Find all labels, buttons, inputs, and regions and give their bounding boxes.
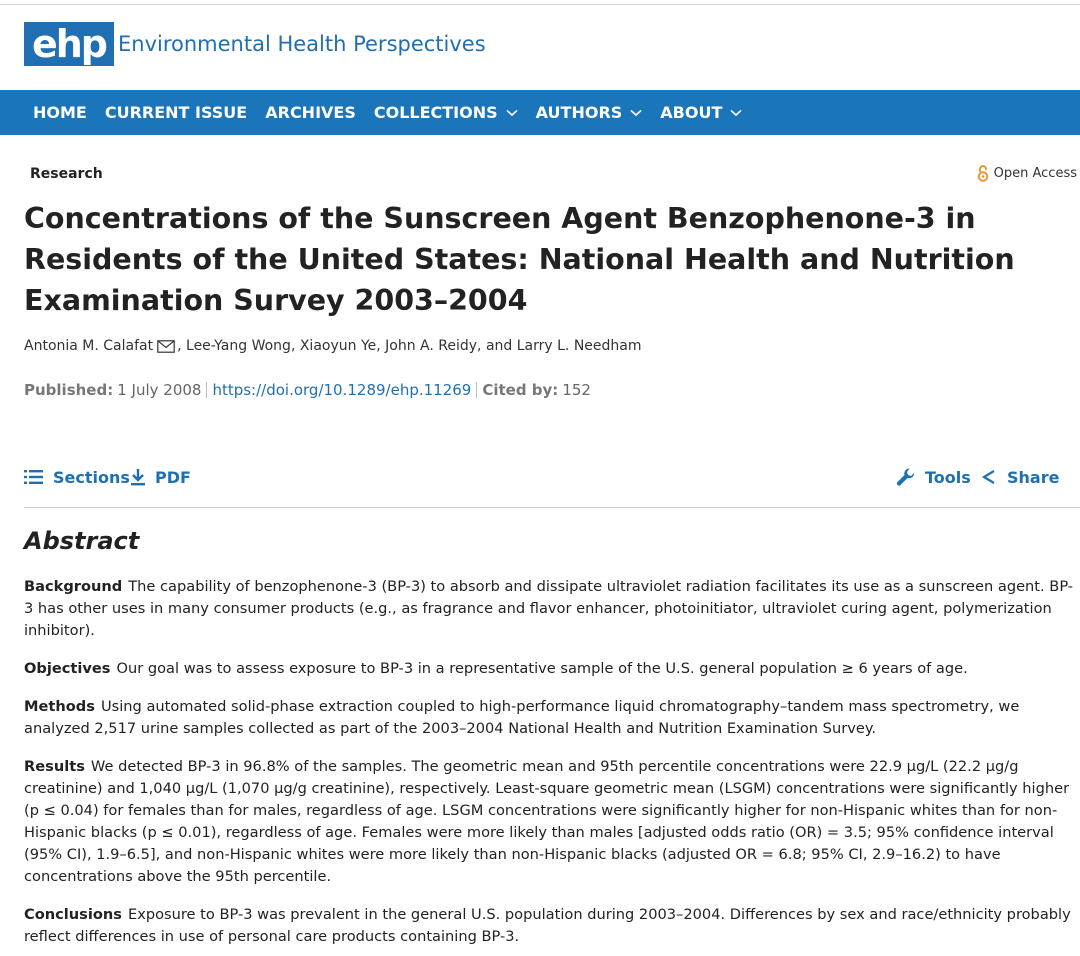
author-others: , Lee-Yang Wong, Xiaoyun Ye, John A. Reidy, and Larry L. Needham	[177, 338, 642, 354]
abstract-section-text: Our goal was to assess exposure to BP-3 in a representative sample of the U.S. general population ≥ 6 years of age.	[116, 660, 968, 677]
doi-link[interactable]: https://doi.org/10.1289/ehp.11269	[212, 381, 472, 399]
nav-label: ABOUT	[660, 103, 723, 122]
tools-button[interactable]	[896, 462, 971, 492]
nav-label: CURRENT ISSUE	[104, 103, 248, 122]
sections-button[interactable]	[24, 462, 130, 492]
abstract-section-heading: Objectives	[24, 660, 111, 677]
abstract-section-text: The capability of benzophenone-3 (BP-3) to absorb and dissipate ultraviolet radiation facilitates its use as a sunscreen agent. BP-3 has other uses in many consumer products (e.g., as fragrance and flavor enhancer, photoinitiator, ultraviolet curing agent, polymerization inhibitor).	[24, 578, 1074, 639]
nav-item-home[interactable]	[24, 103, 96, 122]
nav-label: HOME	[33, 103, 87, 122]
share-button[interactable]	[980, 462, 1059, 492]
nav-item-archives[interactable]	[256, 103, 365, 122]
abstract-section-text: Exposure to BP-3 was prevalent in the general U.S. population during 2003–2004. Differences by sex and race/ethnicity probably reflect differences in use of personal care products containing BP-3.	[24, 906, 1071, 945]
abstract-section-text: Using automated solid-phase extraction coupled to high-performance liquid chromatography–tandem mass spectrometry, we analyzed 2,517 urine samples collected as part of the 2003–2004 National Health and Nutrition Examination Survey.	[24, 698, 1020, 737]
open-access-label: Open Access	[993, 165, 1077, 181]
abstract-section-heading: Background	[24, 578, 123, 595]
pdf-label: PDF	[155, 467, 191, 487]
abstract-conclusions	[24, 904, 1076, 948]
abstract-heading: Abstract	[24, 527, 140, 555]
article-section-label: Research	[30, 166, 103, 182]
nav-item-current-issue[interactable]	[96, 103, 256, 122]
publication-info	[24, 381, 591, 399]
chevron-down-icon	[630, 109, 642, 117]
toolbar-divider	[24, 507, 1080, 508]
tools-label: Tools	[925, 467, 971, 487]
ehp-logo[interactable]	[24, 22, 114, 66]
open-access-badge	[977, 164, 1077, 182]
nav-label: AUTHORS	[535, 103, 623, 122]
share-icon	[980, 468, 998, 486]
site-name[interactable]: Environmental Health Perspectives	[118, 32, 486, 56]
site-header[interactable]	[24, 22, 486, 66]
wrench-icon	[896, 467, 916, 487]
main-nav	[0, 90, 1080, 135]
cited-count: 152	[562, 381, 591, 399]
abstract-background	[24, 576, 1076, 642]
cited-label: Cited by:	[482, 381, 559, 399]
nav-label: COLLECTIONS	[373, 103, 498, 122]
article-toolbar	[24, 462, 1080, 492]
published-label: Published:	[24, 381, 114, 399]
abstract-methods	[24, 696, 1076, 740]
abstract-objectives	[24, 658, 1076, 680]
top-border	[0, 4, 1080, 5]
share-label: Share	[1007, 467, 1060, 487]
separator	[206, 382, 207, 398]
list-icon	[24, 469, 44, 485]
published-date: 1 July 2008	[117, 381, 202, 399]
author-first[interactable]: Antonia M. Calafat	[24, 338, 154, 354]
mail-icon[interactable]	[157, 340, 175, 353]
abstract-results	[24, 756, 1076, 888]
author-list	[24, 338, 642, 354]
open-lock-icon	[977, 164, 989, 182]
abstract-section-heading: Methods	[24, 698, 95, 715]
chevron-down-icon	[506, 109, 518, 117]
separator	[476, 382, 477, 398]
nav-item-about[interactable]	[651, 103, 751, 122]
abstract-section-heading: Results	[24, 758, 85, 775]
sections-label: Sections	[53, 467, 130, 487]
chevron-down-icon	[730, 109, 742, 117]
nav-label: ARCHIVES	[265, 103, 356, 122]
download-icon	[130, 468, 146, 486]
pdf-button[interactable]	[130, 462, 191, 492]
logo-text: ehp	[31, 22, 107, 66]
abstract-section-heading: Conclusions	[24, 906, 122, 923]
article-title: Concentrations of the Sunscreen Agent Benzophenone-3 in Residents of the United States: National Health and Nutrition Examination Survey 2003–2004	[24, 202, 1015, 317]
nav-item-collections[interactable]	[365, 103, 527, 122]
abstract-section-text: We detected BP-3 in 96.8% of the samples. The geometric mean and 95th percentile concentrations were 22.9 μg/L (22.2 μg/g creatinine) and 1,040 μg/L (1,070 μg/g creatinine), respectively. Least-square geometric mean (LSGM) concentrations were significantly higher (p ≤ 0.04) for females than for males, regardless of age. LSGM concentrations were significantly higher for non-Hispanic whites than for non-Hispanic blacks (p ≤ 0.01), regardless of age. Females were more likely than males [adjusted odds ratio (OR) = 3.5; 95% confidence interval (95% CI), 1.9–6.5], and non-Hispanic whites were more likely than non-Hispanic blacks (adjusted OR = 6.8; 95% CI, 2.9–16.2) to have concentrations above the 95th percentile.	[24, 758, 1070, 885]
nav-item-authors[interactable]	[527, 103, 652, 122]
